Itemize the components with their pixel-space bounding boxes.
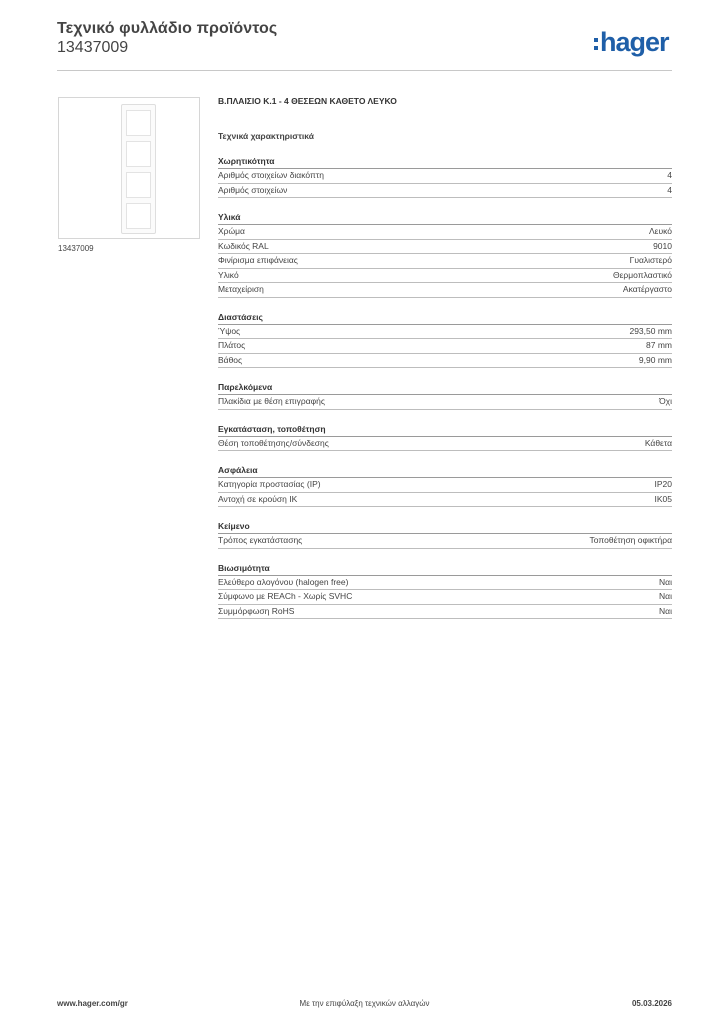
frame-cell: [126, 141, 151, 167]
footer-disclaimer: Με την επιφύλαξη τεχνικών αλλαγών: [299, 999, 430, 1008]
spec-value: Ναι: [659, 591, 672, 602]
footer-date: 05.03.2026: [631, 999, 672, 1008]
spec-label: Πλάτος: [218, 340, 246, 351]
spec-row: [218, 184, 672, 199]
spec-row: [218, 354, 672, 369]
spec-group: [218, 211, 672, 298]
spec-label: Πλακίδια με θέση επιγραφής: [218, 396, 325, 407]
spec-value: Κάθετα: [644, 437, 672, 448]
spec-group: [218, 562, 672, 620]
spec-label: Ύψος: [218, 325, 241, 336]
spec-group-title: Βιωσιμότητα: [218, 562, 672, 576]
spec-groups: [218, 155, 672, 619]
spec-group: [218, 381, 672, 410]
spec-value: Τοποθέτηση οφικτήρα: [589, 535, 672, 546]
logo-text: hager: [600, 27, 669, 57]
spec-value: 87 mm: [646, 340, 672, 351]
spec-group-title: Υλικά: [218, 211, 672, 225]
spec-value: IP20: [654, 479, 672, 490]
spec-row: [218, 169, 672, 184]
spec-value: Ακατέργαστο: [622, 284, 672, 295]
spec-group-title: Χωρητικότητα: [218, 155, 672, 169]
spec-value: 9,90 mm: [638, 354, 672, 365]
logo-dots-icon: [594, 38, 598, 50]
spec-label: Φινίρισμα επιφάνειας: [218, 255, 298, 266]
spec-label: Κατηγορία προστασίας (IP): [218, 479, 321, 490]
spec-row: [218, 534, 672, 549]
spec-row: [218, 605, 672, 620]
spec-row: [218, 240, 672, 255]
spec-group-title: Διαστάσεις: [218, 311, 672, 325]
spec-value: 4: [667, 184, 672, 195]
spec-label: Μεταχείριση: [218, 284, 264, 295]
spec-label: Θέση τοποθέτησης/σύνδεσης: [218, 437, 329, 448]
spec-row: [218, 225, 672, 240]
spec-heading: Τεχνικά χαρακτηριστικά: [218, 131, 314, 141]
header-divider: [57, 70, 672, 71]
spec-row: [218, 576, 672, 591]
product-name: Β.ΠΛΑΙΣΙΟ Κ.1 - 4 ΘΕΣΕΩΝ ΚΑΘΕΤΟ ΛΕΥΚΟ: [218, 96, 397, 106]
spec-row: [218, 437, 672, 452]
spec-group: [218, 520, 672, 549]
spec-row: [218, 493, 672, 508]
spec-row: [218, 254, 672, 269]
spec-row: [218, 325, 672, 340]
spec-value: 4: [667, 170, 672, 181]
spec-group-title: Εγκατάσταση, τοποθέτηση: [218, 423, 672, 437]
spec-value: Θερμοπλαστικό: [612, 269, 672, 280]
spec-value: Γυαλιστερό: [629, 255, 672, 266]
spec-label: Ελεύθερο αλογόνου (halogen free): [218, 576, 349, 587]
spec-group-title: Ασφάλεια: [218, 464, 672, 478]
document-title: Τεχνικό φυλλάδιο προϊόντος: [57, 20, 278, 37]
spec-label: Σύμφωνο με REACh - Χωρίς SVHC: [218, 591, 353, 602]
spec-label: Χρώμα: [218, 226, 245, 237]
spec-value: 293,50 mm: [629, 325, 672, 336]
frame-cell: [126, 172, 151, 198]
hager-logo: [594, 25, 669, 59]
product-image: [58, 97, 200, 239]
image-caption: 13437009: [58, 244, 94, 253]
spec-value: Όχι: [659, 396, 672, 407]
spec-content: [218, 95, 672, 619]
spec-label: Αριθμός στοιχείων: [218, 184, 288, 195]
spec-value: 9010: [653, 240, 672, 251]
product-code: 13437009: [57, 39, 129, 56]
frame-cell: [126, 110, 151, 136]
spec-label: Κωδικός RAL: [218, 240, 269, 251]
spec-label: Βάθος: [218, 354, 243, 365]
spec-group: [218, 464, 672, 507]
spec-group: [218, 423, 672, 452]
spec-value: Ναι: [659, 576, 672, 587]
frame-cell: [126, 203, 151, 229]
frame-illustration: [121, 104, 156, 234]
spec-row: [218, 269, 672, 284]
spec-label: Υλικό: [218, 269, 239, 280]
spec-label: Αριθμός στοιχείων διακόπτη: [218, 170, 324, 181]
spec-row: [218, 590, 672, 605]
spec-group-title: Κείμενο: [218, 520, 672, 534]
spec-group: [218, 311, 672, 369]
spec-group-title: Παρελκόμενα: [218, 381, 672, 395]
footer-website: www.hager.com/gr: [57, 999, 128, 1008]
spec-label: Συμμόρφωση RoHS: [218, 605, 295, 616]
spec-group: [218, 155, 672, 198]
spec-label: Αντοχή σε κρούση IK: [218, 493, 298, 504]
spec-value: Λευκό: [649, 226, 672, 237]
spec-row: [218, 478, 672, 493]
spec-label: Τρόπος εγκατάστασης: [218, 535, 303, 546]
spec-row: [218, 339, 672, 354]
spec-row: [218, 283, 672, 298]
spec-value: IK05: [654, 493, 672, 504]
spec-row: [218, 395, 672, 410]
spec-value: Ναι: [659, 605, 672, 616]
